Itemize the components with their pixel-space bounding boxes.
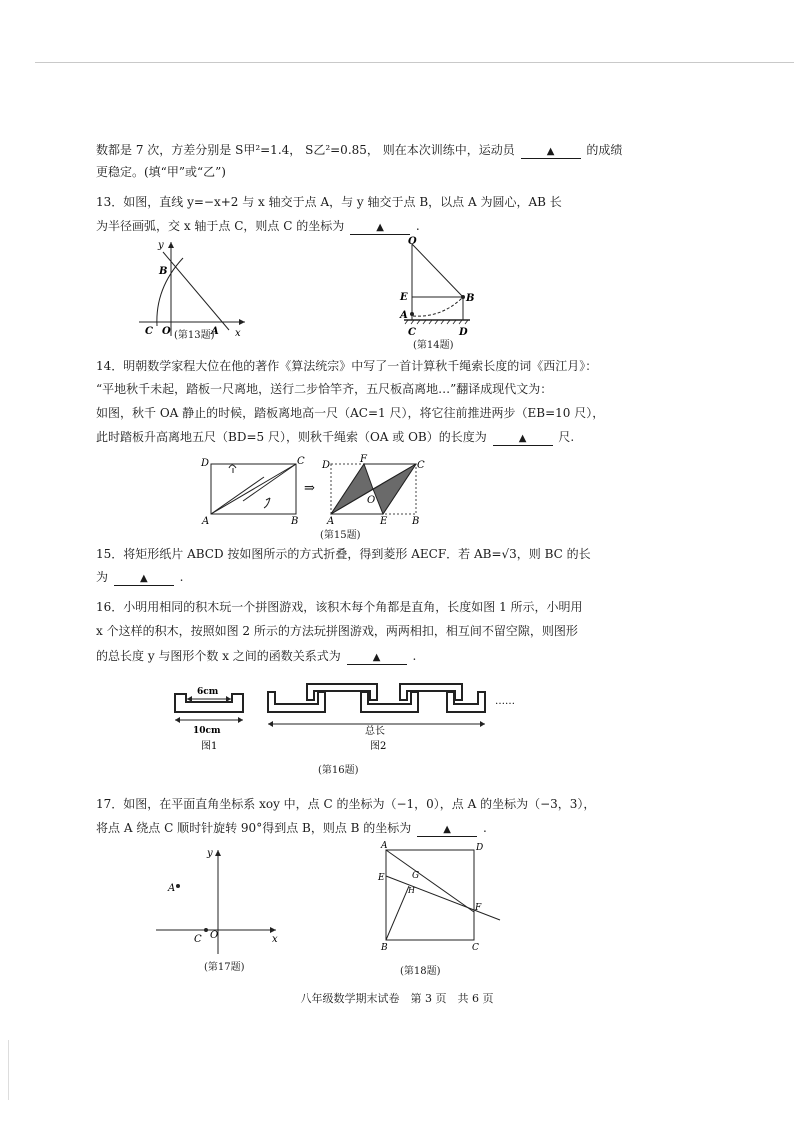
q13-label-O: O xyxy=(162,326,171,337)
q12-line2: 更稳定。(填“甲”或“乙”) xyxy=(96,165,226,179)
q14-line4 xyxy=(96,429,701,446)
q17-label-O: O xyxy=(210,930,219,941)
answer-mark-icon: ▲ xyxy=(372,652,381,663)
q17-label-x: x xyxy=(272,934,278,945)
q16-ellipsis: …… xyxy=(495,696,515,707)
q18-label-F: F xyxy=(475,903,482,913)
q14-figure xyxy=(396,236,486,344)
q15-label-C: C xyxy=(297,456,305,467)
q14-label-C: C xyxy=(408,327,416,338)
q13-label-x: x xyxy=(235,328,241,338)
q18-label-B: B xyxy=(381,943,388,953)
q14-label-B: B xyxy=(466,293,475,304)
q15-label-D2: D xyxy=(322,460,331,471)
answer-mark-icon: ▲ xyxy=(546,146,555,157)
q13-caption: (第13题) xyxy=(174,330,215,341)
q12-text-a: 数都是 7 次，方差分别是 xyxy=(96,143,232,157)
q13-text-a: 为半径画弧，交 x 轴于点 C，则点 C 的坐标为 xyxy=(96,219,345,233)
q15-label-B: B xyxy=(291,516,299,527)
q14-text-a: 此时踏板升高离地五尺（BD=5 尺），则秋千绳索（OA 或 OB）的长度为 xyxy=(96,430,487,444)
q13-answer-blank[interactable] xyxy=(350,220,410,235)
q14-label-O: O xyxy=(408,236,417,247)
q16-text-b: . xyxy=(412,649,417,663)
q18-caption: (第18题) xyxy=(400,966,441,977)
q15-label-A: A xyxy=(202,516,210,527)
q14-label-E: E xyxy=(400,292,408,303)
q15-arrow-icon: ⇒ xyxy=(304,481,315,496)
page-footer: 八年级数学期末试卷 第 3 页 共 6 页 xyxy=(300,992,494,1005)
q16-line2: x 个这样的积木，按照如图 2 所示的方法玩拼图游戏，两两相扣，相互间不留空隙，则图形 xyxy=(96,624,578,638)
q17-text-b: . xyxy=(482,821,487,835)
q16-line3 xyxy=(96,648,701,665)
q15-label-A2: A xyxy=(327,516,335,527)
q18-label-A: A xyxy=(381,841,388,851)
answer-mark-icon: ▲ xyxy=(443,824,451,835)
q12-line1 xyxy=(96,142,701,159)
q15-label-O: O xyxy=(367,495,376,506)
q15-label-C2: C xyxy=(417,460,425,471)
q14-line1: 14．明朝数学家程大位在他的著作《算法统宗》中写了一首计算秋千绳索长度的词《西江月》： xyxy=(96,359,598,373)
q17-label-C: C xyxy=(194,934,202,945)
q13-label-y: y xyxy=(158,240,164,251)
q17-line1: 17．如图，在平面直角坐标系 xoy 中，点 C 的坐标为（−1，0），点 A 的坐标为（−3，3）， xyxy=(96,797,596,811)
q14-line3: 如图，秋千 OA 静止的时候，踏板离地高一尺（AC=1 尺），将它往前推进两步（EB=10 尺）， xyxy=(96,406,605,420)
q14-line2: “平地秋千未起，踏板一尺离地，送行二步恰竿齐，五尺板高离地…”翻译成现代文为： xyxy=(96,382,553,396)
q13-label-B: B xyxy=(159,266,168,277)
q16-text-a: 的总长度 y 与图形个数 x 之间的函数关系式为 xyxy=(96,649,341,663)
answer-mark-icon: ▲ xyxy=(139,573,148,584)
q15-text-b: . xyxy=(179,570,184,584)
q15-label-E: E xyxy=(380,516,388,527)
q16-len-inner: 6cm xyxy=(197,687,219,697)
q18-label-D: D xyxy=(476,843,484,853)
q14-label-A: A xyxy=(400,310,408,321)
q16-len-outer: 10cm xyxy=(193,726,221,736)
q17-figure xyxy=(152,846,292,960)
q13-text-b: . xyxy=(415,219,420,233)
q15-text-a: 为 xyxy=(96,570,109,584)
q14-text-b: 尺. xyxy=(558,430,575,444)
q15-answer-blank[interactable] xyxy=(114,571,174,586)
scan-edge-mark xyxy=(8,1040,9,1100)
q13-line2 xyxy=(96,218,701,235)
q12-text-b: 则在本次训练中，运动员 xyxy=(382,143,515,157)
q12-variance-yi: S乙²=0.85， xyxy=(305,143,379,157)
q14-answer-blank[interactable] xyxy=(493,431,553,446)
q12-answer-blank[interactable] xyxy=(521,144,581,159)
q18-label-C: C xyxy=(472,943,479,953)
q16-fig1-label: 图1 xyxy=(201,741,218,752)
q16-answer-blank[interactable] xyxy=(347,650,407,665)
q15-label-B2: B xyxy=(412,516,420,527)
q13-figure xyxy=(135,238,255,342)
q15-caption: (第15题) xyxy=(320,530,361,541)
q16-caption: (第16题) xyxy=(318,765,359,776)
q17-caption: (第17题) xyxy=(204,962,245,973)
q16-fig2-label: 图2 xyxy=(370,741,387,752)
q17-line2 xyxy=(96,820,701,837)
q15-label-F: F xyxy=(360,454,367,465)
q12-text-c: 的成绩 xyxy=(586,143,623,157)
q18-label-E: E xyxy=(378,873,385,883)
q17-label-y: y xyxy=(207,848,213,859)
q15-figure xyxy=(196,452,436,536)
answer-mark-icon: ▲ xyxy=(376,222,384,233)
q18-figure xyxy=(372,838,512,964)
q15-line1: 15．将矩形纸片 ABCD 按如图所示的方式折叠，得到菱形 AECF．若 AB=√3，则 BC 的长 xyxy=(96,547,591,561)
q16-total-label: 总长 xyxy=(365,726,385,737)
q13-label-A: A xyxy=(211,326,219,337)
q16-line1: 16．小明用相同的积木玩一个拼图游戏，该积木每个角都是直角，长度如图 1 所示，小明用 xyxy=(96,600,583,614)
q17-label-A: A xyxy=(168,883,176,894)
q17-answer-blank[interactable] xyxy=(417,822,477,837)
q13-label-C: C xyxy=(145,326,153,337)
q18-label-H: H xyxy=(408,886,415,895)
q17-text-a: 将点 A 绕点 C 顺时针旋转 90°得到点 B，则点 B 的坐标为 xyxy=(96,821,412,835)
q16-figure xyxy=(165,680,535,764)
q13-line1: 13．如图，直线 y=−x+2 与 x 轴交于点 A，与 y 轴交于点 B，以点 A 为圆心，AB 长 xyxy=(96,195,562,209)
q14-caption: (第14题) xyxy=(413,340,454,351)
q14-label-D: D xyxy=(459,327,468,338)
answer-mark-icon: ▲ xyxy=(518,433,527,444)
q12-variance-jia: S甲²=1.4， xyxy=(235,143,302,157)
q18-label-G: G xyxy=(412,871,420,881)
q15-label-D: D xyxy=(201,458,210,469)
scan-edge-line xyxy=(35,62,794,63)
q15-line2 xyxy=(96,569,701,586)
